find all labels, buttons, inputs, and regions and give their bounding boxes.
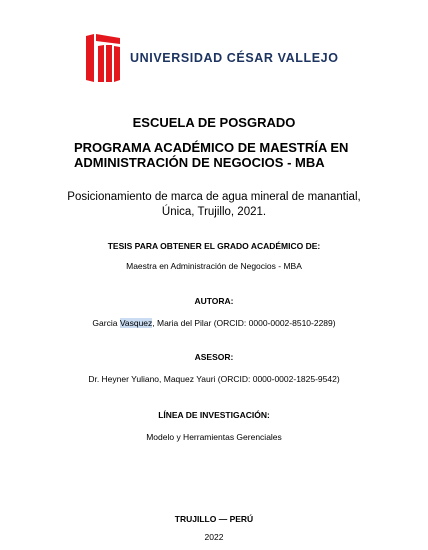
place: TRUJILLO — PERÚ bbox=[174, 514, 254, 524]
ucv-emblem-icon bbox=[84, 32, 122, 84]
thesis-title: Posicionamiento de marca de agua mineral de manantial, Única, Trujillo, 2021. bbox=[67, 191, 361, 218]
research-line-label: LÍNEA DE INVESTIGACIÓN: bbox=[158, 410, 270, 420]
author-surname: Garcia bbox=[92, 318, 118, 328]
year: 2022 bbox=[204, 532, 224, 542]
author-value bbox=[0, 318, 428, 328]
advisor-label: ASESOR: bbox=[194, 352, 234, 362]
author-rest: , Maria del Pilar (ORCID: 0000-0002-8510-2289) bbox=[152, 318, 336, 328]
university-logo bbox=[84, 32, 339, 84]
research-line-value: Modelo y Herramientas Gerenciales bbox=[146, 432, 282, 442]
advisor-value: Dr. Heyner Yuliano, Maquez Yauri (ORCID: 0000-0002-1825-9542) bbox=[88, 374, 340, 384]
program-heading: PROGRAMA ACADÉMICO DE MAESTRÍA EN ADMINISTRACIÓN DE NEGOCIOS - MBA bbox=[74, 140, 349, 170]
author-label: AUTORA: bbox=[194, 296, 234, 306]
degree-label: TESIS PARA OBTENER EL GRADO ACADÉMICO DE: bbox=[107, 241, 321, 251]
degree-value: Maestra en Administración de Negocios - MBA bbox=[126, 261, 302, 271]
university-name: UNIVERSIDAD CÉSAR VALLEJO bbox=[130, 51, 339, 65]
school-heading: ESCUELA DE POSGRADO bbox=[132, 115, 296, 130]
author-surname-highlighted[interactable]: Vasquez bbox=[119, 318, 153, 328]
